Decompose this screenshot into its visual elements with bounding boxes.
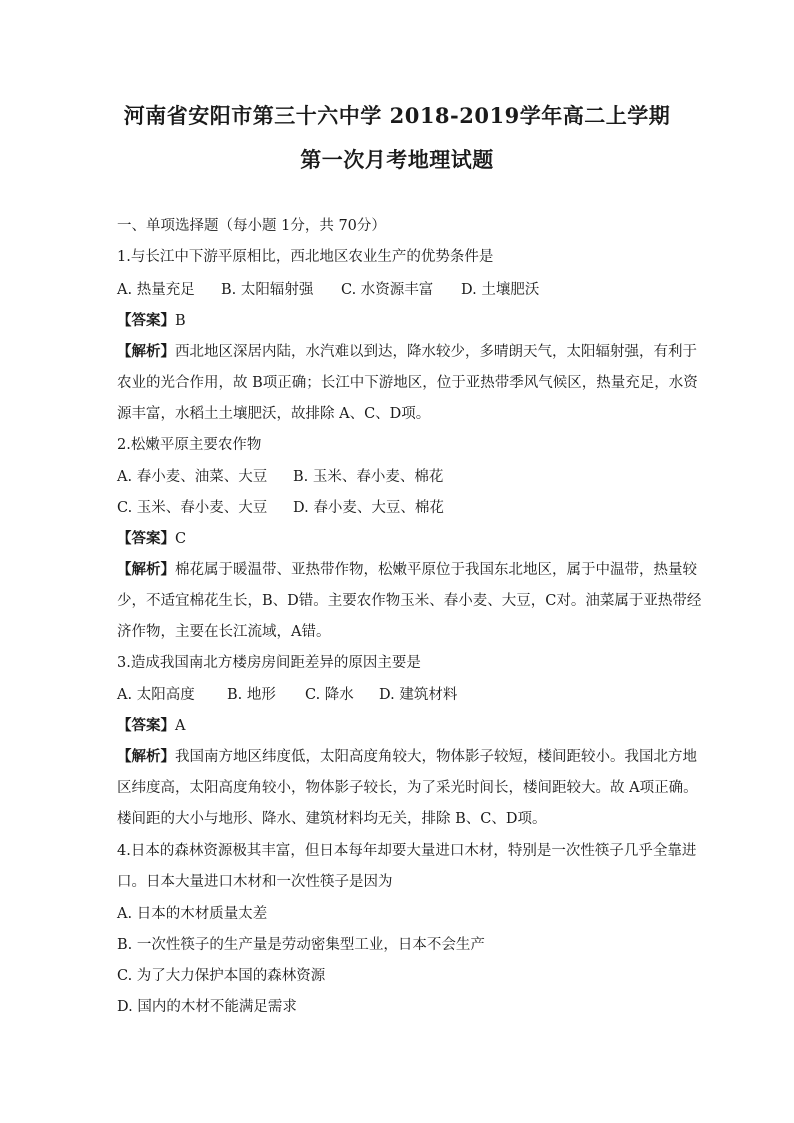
document-subtitle: 第一次月考地理试题: [300, 147, 494, 172]
option-a: A. 太阳高度: [117, 687, 195, 703]
option-b: B. 地形: [227, 687, 276, 703]
question-1-analysis-line-1: [117, 342, 697, 362]
question-4-option-c: C. 为了大力保护本国的森林资源: [117, 968, 326, 984]
document-title: 河南省安阳市第三十六中学 2018-2019学年高二上学期: [123, 103, 671, 128]
question-3-answer: [117, 716, 679, 736]
analysis-label: 【解析】: [117, 748, 175, 765]
question-2-analysis-line-1: [117, 560, 697, 580]
answer-label: 【答案】: [117, 717, 175, 734]
question-1-stem: 1.与长江中下游平原相比，西北地区农业生产的优势条件是: [117, 249, 494, 265]
question-4-stem-line-2: 口。日本大量进口木材和一次性筷子是因为: [117, 874, 393, 890]
question-3-analysis-line-1: [117, 747, 697, 767]
analysis-label: 【解析】: [117, 561, 175, 578]
question-4-option-d: D. 国内的木材不能满足需求: [117, 999, 297, 1015]
question-2-analysis-line-3: 济作物，主要在长江流域，A错。: [117, 624, 331, 640]
option-d: D. 建筑材料: [379, 687, 458, 703]
question-3-analysis-line-3: 楼间距的大小与地形、降水、建筑材料均无关，排除 B、C、D项。: [117, 811, 547, 827]
answer-label: 【答案】: [117, 312, 175, 329]
question-1-analysis-line-2: 农业的光合作用，故 B项正确；长江中下游地区，位于亚热带季风气候区，热量充足，水资: [117, 375, 698, 391]
question-4-option-a: A. 日本的木材质量太差: [117, 906, 268, 922]
answer-value: B: [175, 313, 186, 329]
answer-value: C: [175, 531, 187, 547]
option-a: A. 春小麦、油菜、大豆: [117, 469, 268, 485]
option-d: D. 春小麦、大豆、棉花: [293, 500, 444, 516]
analysis-text: 我国南方地区纬度低，太阳高度角较大，物体影子较短，楼间距较小。我国北方地: [175, 749, 697, 765]
analysis-text: 棉花属于暖温带、亚热带作物，松嫩平原位于我国东北地区，属于中温带，热量较: [175, 562, 697, 578]
option-a: A. 热量充足: [117, 282, 195, 298]
question-1-answer: [117, 311, 679, 331]
question-2-stem: 2.松嫩平原主要农作物: [117, 437, 262, 453]
option-c: C. 降水: [305, 687, 354, 703]
question-4-stem-line-1: 4.日本的森林资源极其丰富，但日本每年却要大量进口木材，特别是一次性筷子几乎全靠进: [117, 843, 697, 859]
answer-value: A: [175, 718, 186, 734]
question-2-analysis-line-2: 少，不适宜棉花生长，B、D错。主要农作物玉米、春小麦、大豆，C对。油菜属于亚热带经: [117, 593, 702, 609]
option-b: B. 玉米、春小麦、棉花: [293, 469, 444, 485]
question-2-answer: [117, 529, 679, 549]
section-header: 一、单项选择题（每小题 1分，共 70分）: [117, 218, 386, 234]
analysis-label: 【解析】: [117, 343, 175, 360]
option-b: B. 太阳辐射强: [221, 282, 314, 298]
option-c: C. 水资源丰富: [341, 282, 434, 298]
answer-label: 【答案】: [117, 530, 175, 547]
question-3-analysis-line-2: 区纬度高，太阳高度角较小，物体影子较长，为了采光时间长，楼间距较大。故 A项正确。: [117, 780, 698, 796]
analysis-text: 西北地区深居内陆，水汽难以到达，降水较少，多晴朗天气，太阳辐射强，有利于: [175, 344, 697, 360]
question-4-option-b: B. 一次性筷子的生产量是劳动密集型工业，日本不会生产: [117, 937, 485, 953]
option-d: D. 土壤肥沃: [461, 282, 540, 298]
question-3-stem: 3.造成我国南北方楼房房间距差异的原因主要是: [117, 655, 421, 671]
option-c: C. 玉米、春小麦、大豆: [117, 500, 268, 516]
question-1-analysis-line-3: 源丰富，水稻土土壤肥沃，故排除 A、C、D项。: [117, 406, 431, 422]
